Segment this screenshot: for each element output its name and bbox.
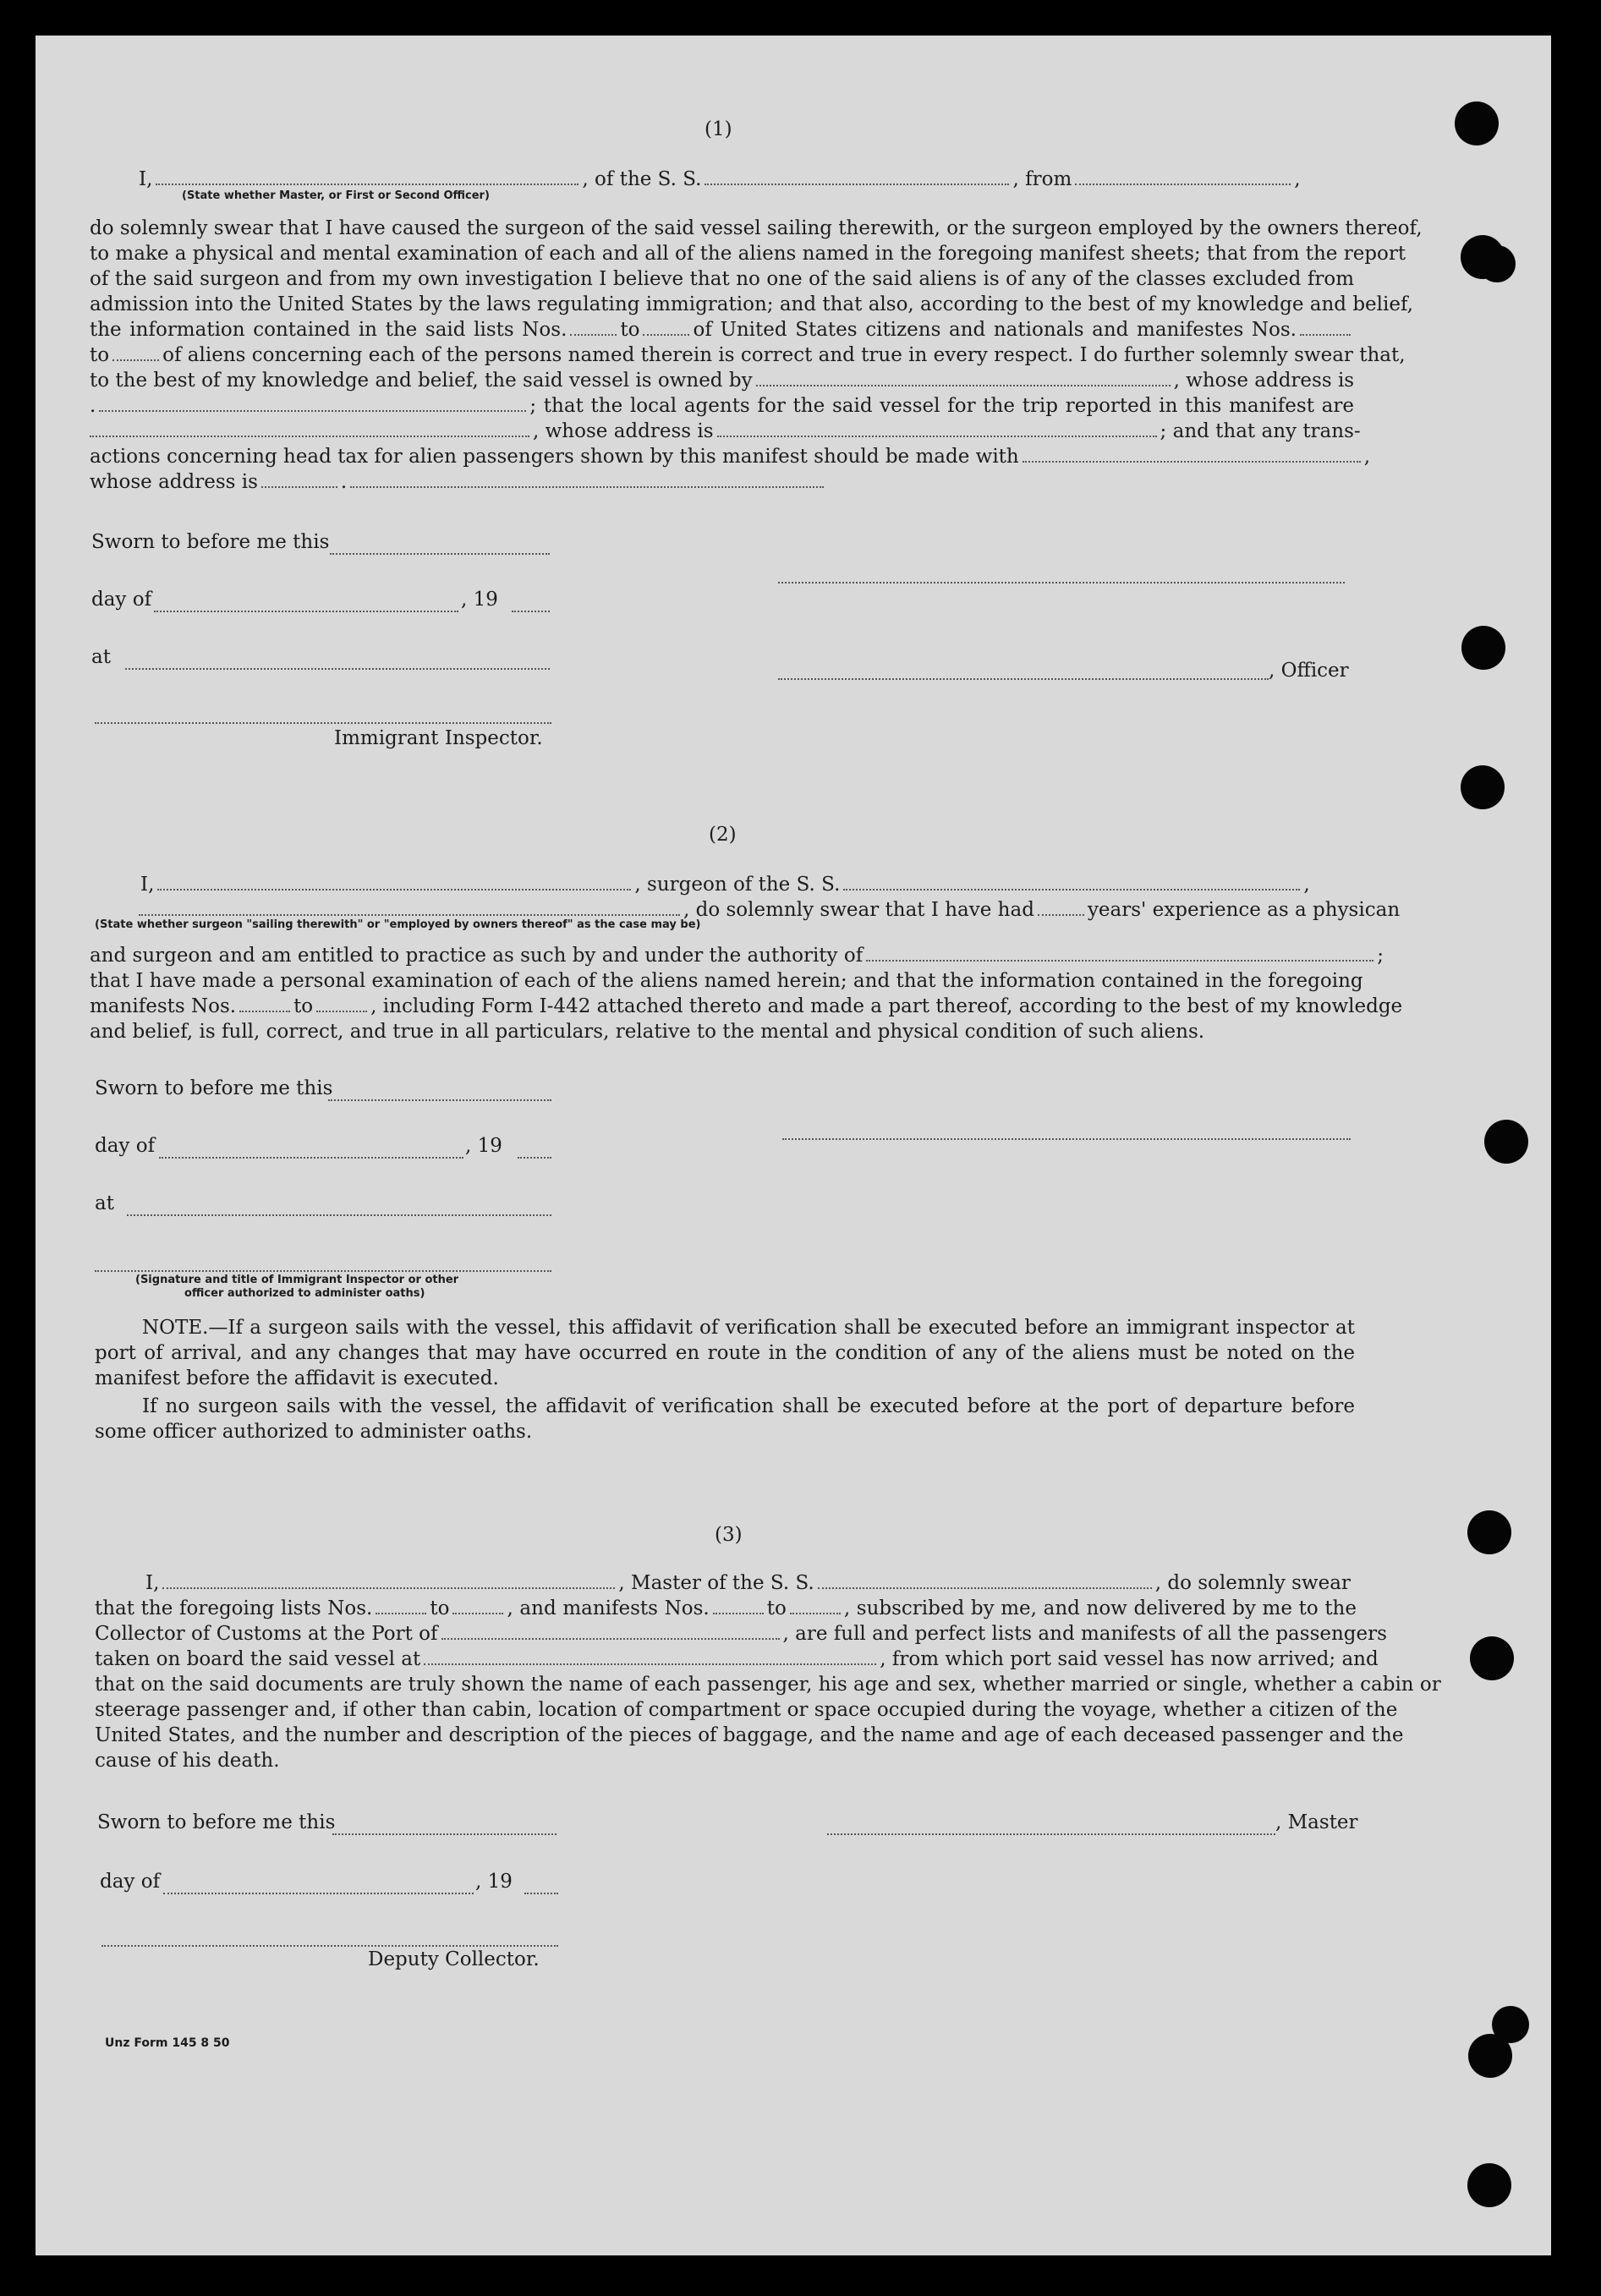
sec3-year-blank[interactable] [524,1891,558,1894]
sec2-para-line: that I have made a personal examination of each of the aliens named herein; and that the information contained in the foregoing [90,970,1363,992]
sec1-para-line: the information contained in the said lists Nos. to of United States citizens and nationals and manifestes Nos. [90,316,1354,343]
sec3-para-line: cause of his death. [95,1750,280,1772]
sec1-inspector-label: Immigrant Inspector. [334,727,543,749]
sec3-dayof-label: day of [100,1871,161,1893]
punch-hole [1455,101,1499,145]
sec2-para-line: and surgeon and am entitled to practice as such by and under the authority of ; [90,945,1384,967]
sec3-year-label: , 19 [475,1871,513,1893]
sec3-para-line: United States, and the number and description of the pieces of baggage, and the name and age of each deceased passenger and the [95,1724,1404,1746]
sec3-para-line: taken on board the said vessel at , from which port said vessel has now arrived; and [95,1648,1379,1670]
owner-blank[interactable] [756,368,1171,386]
punch-hole [1461,626,1505,670]
sec1-para-line: to of aliens concerning each of the persons named therein is correct and true in every respect. I do further solemnly swear that, [90,344,1406,366]
sec3-manifests-from-blank[interactable] [713,1596,764,1614]
sec1-officer-title-blank[interactable] [778,677,1269,680]
sec1-inspector-signature-blank[interactable] [95,721,551,724]
sec3-master-signature-blank[interactable] [827,1832,1275,1835]
lists-from-blank[interactable] [570,317,617,336]
agents-address-blank[interactable] [717,419,1157,437]
vessel-name-blank[interactable] [705,167,1009,185]
sec2-inspector-signature-blank[interactable] [95,1269,551,1272]
sec1-officer-signature-blank[interactable] [778,580,1345,584]
sec1-year-blank[interactable] [512,609,550,612]
agents-blank[interactable] [90,419,529,437]
sec1-at-blank[interactable] [125,666,550,670]
sec2-day-blank[interactable] [159,1155,463,1159]
officer-name-blank[interactable] [156,167,578,185]
section-3-number: (3) [715,1524,743,1546]
sec2-vessel-blank[interactable] [843,872,1300,890]
punch-hole [1461,765,1505,809]
sec2-experience-line: , do solemnly swear that I have had years' experience as a physican [90,896,1354,923]
section-1-number: (1) [705,118,732,140]
manifests-from-blank[interactable] [1300,317,1351,336]
sec1-para-line: of the said surgeon and from my own investigation I believe that no one of the said aliens is of any of the classes excluded from [90,268,1354,290]
sec1-at-label: at [91,646,111,668]
years-blank[interactable] [1038,897,1084,916]
punch-hole [1470,1636,1514,1680]
sec2-at-blank[interactable] [127,1213,551,1216]
sec2-sworn-blank[interactable] [328,1098,551,1101]
owner-address-blank[interactable] [99,393,526,412]
sec1-para-line: to the best of my knowledge and belief, the said vessel is owned by , whose address is [90,370,1355,392]
sec1-para-line: whose address is . [90,469,1354,496]
port-blank[interactable] [441,1621,780,1640]
head-tax-contact-blank[interactable] [1023,444,1361,463]
form-number: Unz Form 145 8 50 [105,2036,230,2050]
sec1-dayof-label: day of [91,589,152,611]
sec3-lists-to-blank[interactable] [452,1596,503,1614]
sec3-vessel-blank[interactable] [818,1570,1152,1589]
sec1-para-line: admission into the United States by the laws regulating immigration; and that also, according to the best of my knowledge and belief, [90,293,1413,315]
sec3-master-label: , Master [1275,1811,1358,1833]
punch-hole [1467,1510,1511,1554]
sec3-para-line: steerage passenger and, if other than cabin, location of compartment or space occupied during the voyage, whether a citizen of the [95,1699,1398,1721]
head-tax-address-blank-2[interactable] [350,469,824,488]
punch-hole [1484,1120,1528,1164]
sec1-para-line: to make a physical and mental examination of each and all of the aliens named in the foregoing manifest sheets; that from the report [90,243,1406,265]
sec2-surgeon-line: I, , surgeon of the S. S. , [140,874,1310,896]
sec2-sworn-label: Sworn to before me this [95,1077,333,1099]
sec3-para-line: Collector of Customs at the Port of , are full and perfect lists and manifests of all the passengers [95,1623,1387,1645]
surgeon-note: (State whether surgeon "sailing therewith" or "employed by owners thereof" as the case may be) [95,918,701,931]
sec2-at-label: at [95,1192,114,1214]
sec3-manifests-to-blank[interactable] [790,1596,841,1614]
surgeon-type-blank[interactable] [139,897,680,916]
sec3-sworn-blank[interactable] [332,1832,557,1835]
manifests-to-blank[interactable] [112,342,159,361]
sec1-officer-line: I, , of the S. S. , from , [139,168,1301,190]
sec1-year-label: , 19 [461,589,498,611]
sec3-deputy-label: Deputy Collector. [368,1948,540,1970]
punch-hole [1478,245,1516,282]
sec1-sworn-blank[interactable] [330,551,550,555]
punch-hole [1468,2034,1512,2078]
lists-to-blank[interactable] [643,317,689,336]
section-2-number: (2) [709,824,737,846]
sec1-para-line: , whose address is ; and that any trans- [90,418,1354,445]
sec1-sworn-label: Sworn to before me this [91,531,330,553]
sec1-para-line: do solemnly swear that I have caused the surgeon of the said vessel sailing therewith, or the surgeon employed by the owners thereof, [90,217,1423,239]
punch-hole [1467,2163,1511,2207]
sec2-para-line: manifests Nos. to , including Form I-442 attached thereto and made a part thereof, according to the best of my knowledge [90,995,1403,1017]
sec2-para-line: and belief, is full, correct, and true in all particulars, relative to the mental and physical condition of such aliens. [90,1021,1205,1043]
sec2-dayof-label: day of [95,1135,156,1157]
sec3-lists-from-blank[interactable] [376,1596,426,1614]
authority-blank[interactable] [866,943,1373,962]
sec3-day-blank[interactable] [163,1891,474,1894]
sec3-para-line: that the foregoing lists Nos. to , and manifests Nos. to , subscribed by me, and now delivered by me to the [95,1597,1357,1619]
sec1-para-line: actions concerning head tax for alien passengers shown by this manifest should be made with , [90,446,1371,468]
sec1-para-line: . ; that the local agents for the said vessel for the trip reported in this manifest are [90,395,1354,417]
sig-note-line-1: (Signature and title of Immigrant Inspector or other [135,1274,459,1286]
sec3-master-line: I, , Master of the S. S. , do solemnly swear [145,1572,1351,1594]
sec2-manifests-to-blank[interactable] [316,994,367,1012]
sec3-para-line: that on the said documents are truly shown the name of each passenger, his age and sex, whether married or single, whether a cabin or [95,1674,1441,1696]
boarding-port-blank[interactable] [424,1647,876,1665]
note-paragraph-2: If no surgeon sails with the vessel, the affidavit of verification shall be executed before at the port of departure before some officer authorized to administer oaths. [95,1395,1355,1443]
sec2-year-blank[interactable] [518,1155,551,1159]
departure-port-blank[interactable] [1075,167,1291,185]
sec2-year-label: , 19 [465,1135,502,1157]
sec1-officer-label: , Officer [1269,660,1349,682]
sec1-day-blank[interactable] [154,609,458,612]
surgeon-name-blank[interactable] [157,872,631,890]
head-tax-address-blank[interactable] [261,469,337,488]
sig-note-line-2: officer authorized to administer oaths) [184,1287,425,1300]
sec2-manifests-from-blank[interactable] [239,994,290,1012]
sec3-sworn-label: Sworn to before me this [97,1811,336,1833]
sec3-deputy-signature-blank[interactable] [101,1943,558,1947]
master-name-blank[interactable] [162,1570,615,1589]
note-paragraph-1: NOTE.—If a surgeon sails with the vessel, this affidavit of verification shall be executed before an immigrant inspector at port of arrival, and any changes that may have occurred en route in the condition of any of the aliens must be noted on the manifest before the affidavit is executed. [95,1317,1355,1389]
sec2-surgeon-signature-blank[interactable] [782,1137,1351,1140]
officer-note: (State whether Master, or First or Second Officer) [182,189,490,202]
